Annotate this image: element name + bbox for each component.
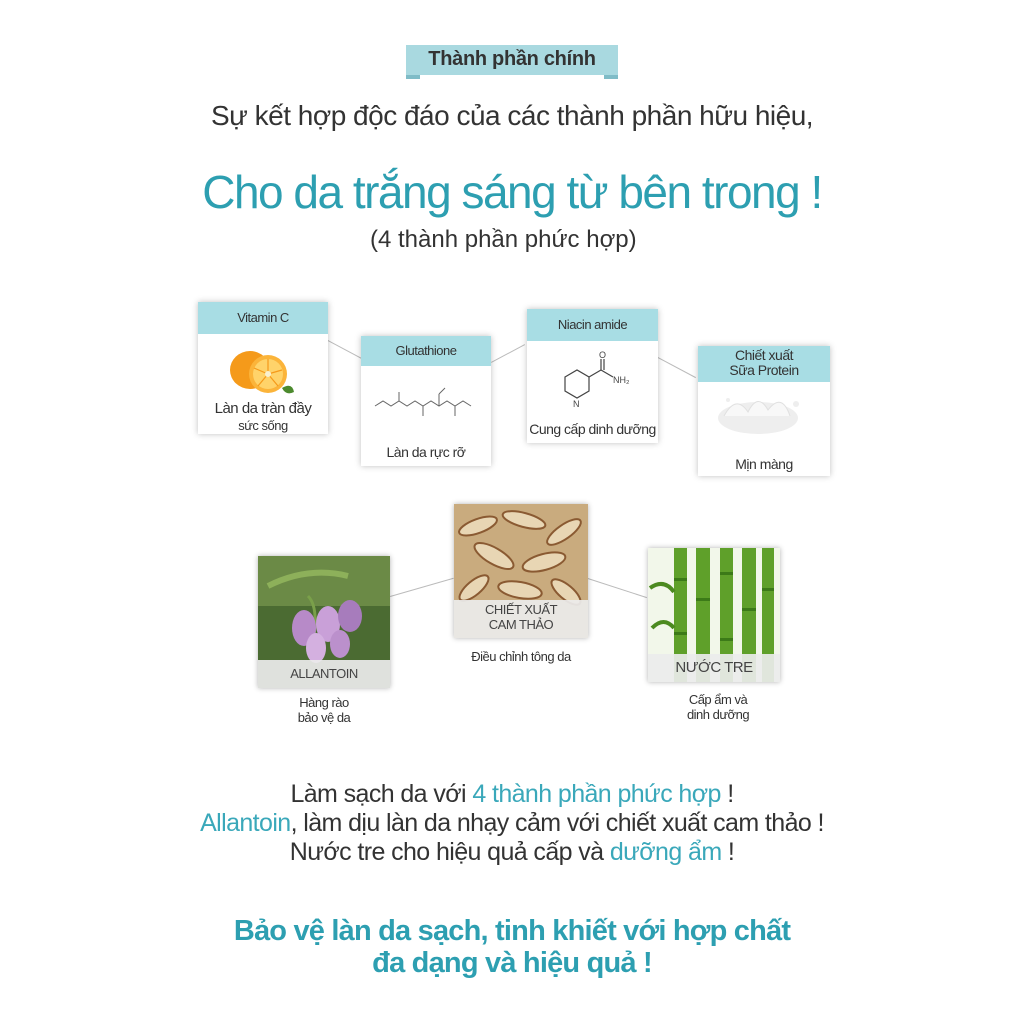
body-highlight: Allantoin [200, 809, 291, 837]
body-text: Làm sạch da với [290, 780, 473, 808]
body-text: ! [721, 838, 735, 866]
body-copy [0, 780, 1024, 867]
allantoin-desc-line: bảo vệ da [297, 710, 351, 725]
body-text: Nước tre cho hiệu quả cấp và [289, 838, 610, 866]
licorice-caption-line: CHIẾT XUẤT [484, 602, 558, 617]
niacinamide-structure-icon [527, 349, 658, 415]
milk-splash-image [698, 386, 830, 448]
card-tag-line: Chiết xuất [734, 347, 794, 363]
atom-nh2-label: NH₂ [613, 375, 630, 385]
body-line-2 [0, 809, 1024, 838]
card-desc: Làn da rực rỡ [386, 444, 466, 460]
connector-line [390, 578, 454, 597]
card-desc: Cung cấp dinh dưỡng [529, 421, 656, 437]
body-line-1 [0, 780, 1024, 809]
licorice-desc: Điều chỉnh tông da [471, 649, 571, 664]
card-vitamin-c [198, 302, 328, 434]
connector-line [328, 340, 362, 359]
footer-line: Bảo vệ làn da sạch, tinh khiết với hợp chất [233, 915, 791, 947]
bamboo-desc-line: Cấp ẩm và [688, 692, 748, 707]
card-tag-line: Sữa Protein [729, 362, 799, 378]
complex-note-row [0, 226, 880, 254]
body-highlight: 4 thành phần phức hợp [472, 780, 721, 808]
connector-line [658, 357, 696, 378]
section-ribbon [406, 45, 618, 75]
licorice-caption-line: CAM THẢO [488, 617, 554, 632]
body-text: ! [720, 780, 734, 808]
card-desc: Làn da tràn đầy [214, 400, 312, 417]
licorice-caption [454, 600, 588, 638]
card-tag: Glutathione [361, 336, 491, 366]
bamboo-desc-line: dinh dưỡng [686, 707, 750, 722]
allantoin-photo [258, 556, 390, 688]
card-tag: Vitamin C [198, 302, 328, 334]
licorice-photo [454, 504, 588, 638]
card-desc: sức sống [238, 418, 288, 433]
orange-image [198, 340, 328, 400]
bamboo-desc [648, 692, 788, 722]
card-milk-protein [698, 346, 830, 476]
allantoin-desc-line: Hàng rào [299, 695, 349, 710]
atom-o-label: O [599, 350, 607, 360]
card-glutathione [361, 336, 491, 466]
card-niacinamide [527, 309, 658, 443]
bamboo-caption: NƯỚC TRE [648, 654, 780, 682]
ribbon-label: Thành phần chính [428, 48, 596, 70]
subtitle: Sự kết hợp độc đáo của các thành phần hữu hiệu, [210, 100, 814, 131]
card-tag [698, 346, 830, 382]
card-tag: Niacin amide [527, 309, 658, 341]
complex-note: (4 thành phần phức hợp) [370, 226, 637, 253]
footer-tagline [0, 915, 1024, 979]
atom-n-label: N [573, 399, 580, 409]
connector-line [491, 344, 525, 363]
body-line-3 [0, 838, 1024, 867]
card-desc: Mịn màng [735, 456, 793, 472]
allantoin-caption: ALLANTOIN [258, 660, 390, 688]
body-text: , làm dịu làn da nhạy cảm với chiết xuất cam thảo ! [290, 809, 824, 837]
headline: Cho da trắng sáng từ bên trong ! [202, 166, 822, 218]
glutathione-structure-icon [361, 376, 491, 426]
connector-line [588, 578, 647, 598]
allantoin-desc [258, 695, 390, 725]
footer-line: đa dạng và hiệu quả ! [372, 947, 652, 979]
bamboo-photo [648, 548, 780, 682]
body-highlight: dưỡng ẩm [609, 838, 722, 866]
